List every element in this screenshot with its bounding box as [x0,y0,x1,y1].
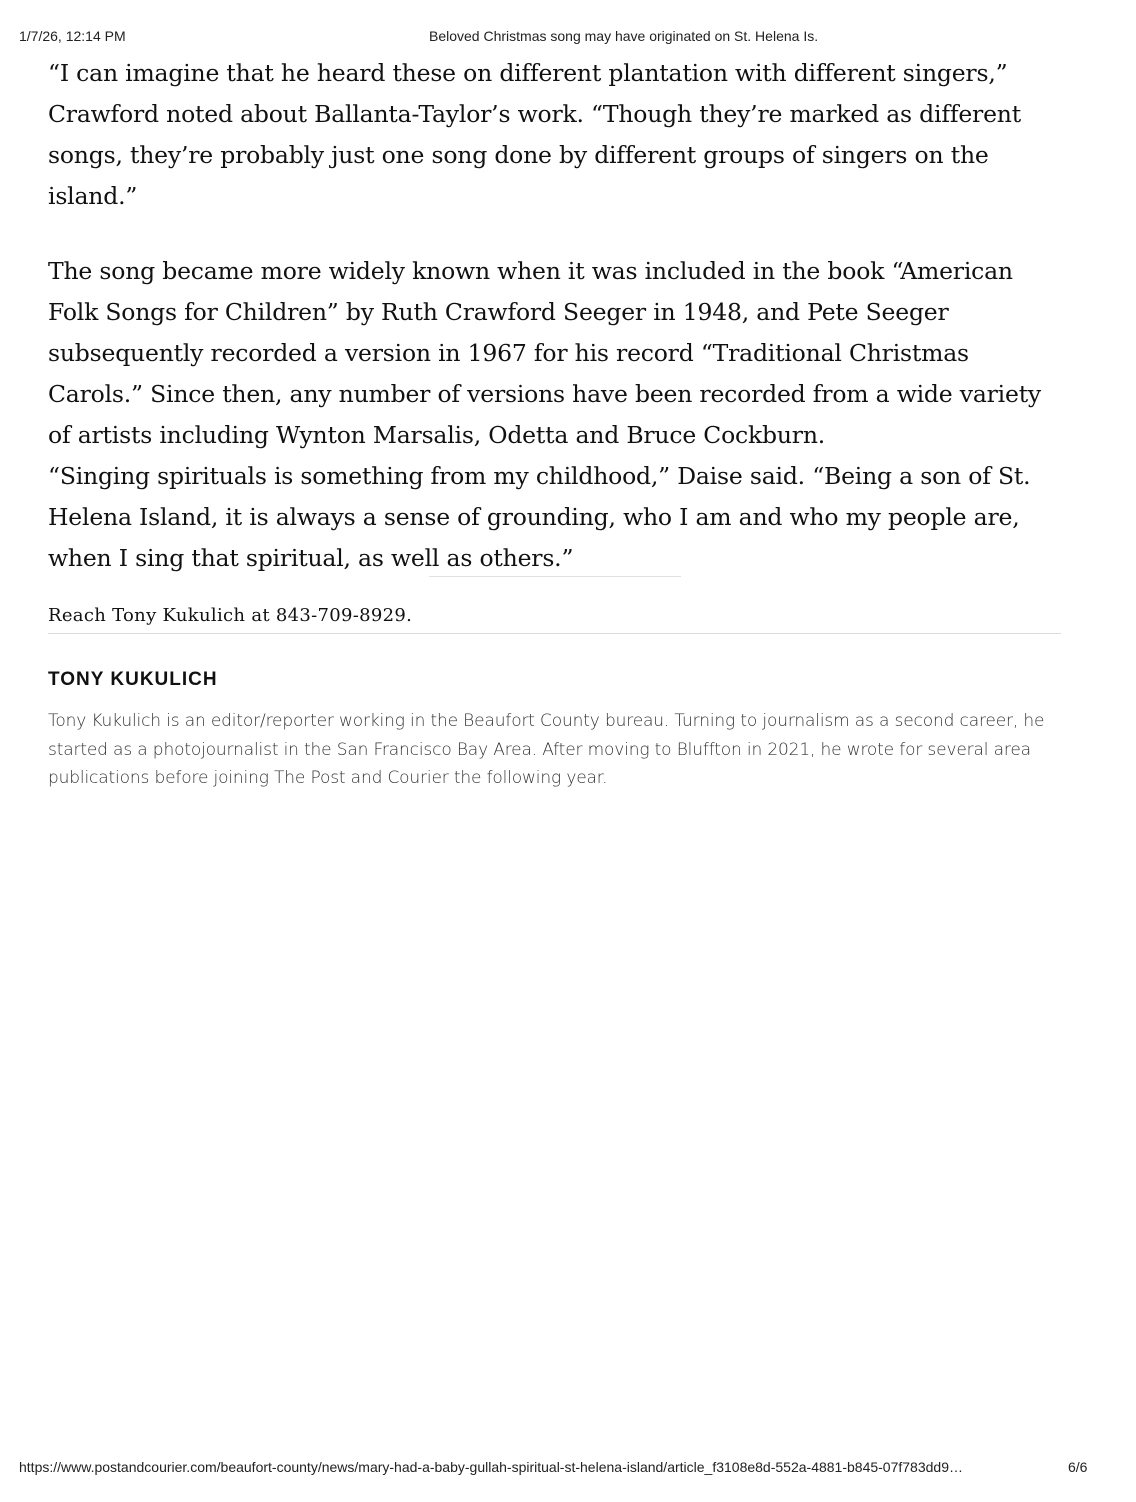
print-footer [0,1459,1136,1479]
article-paragraph: “I can imagine that he heard these on different plantation with different singers,” Crawford noted about Ballanta-Taylor’s work. “Though they’re marked as different songs, they’re probably just one song done by different groups of singers on the island.” [48,59,1021,210]
author-contact: Reach Tony Kukulich at 843-709-8929. [48,605,413,626]
section-divider [429,576,681,577]
article-paragraph: “Singing spirituals is something from my childhood,” Daise said. “Being a son of St. Helena Island, it is always a sense of grounding, who I am and who my people are, when I sing that spiritual, as well as others.” [48,462,1031,572]
author-name[interactable]: TONY KUKULICH [48,669,218,690]
print-page-title: Beloved Christmas song may have originated on St. Helena Is. [429,28,819,44]
author-bio: Tony Kukulich is an editor/reporter working in the Beaufort County bureau. Turning to journalism as a second career, he started as a photojournalist in the San Francisco Bay Area. After moving to Bluffton in 2021, he wrote for several area publications before joining The Post and Courier the following year. [48,711,1045,788]
print-date: 1/7/26, 12:14 PM [19,28,126,44]
print-header [0,28,1136,48]
article-paragraph: The song became more widely known when it was included in the book “American Folk Songs for Children” by Ruth Crawford Seeger in 1948, and Pete Seeger subsequently recorded a version in 1967 for his record “Traditional Christmas Carols.” Since then, any number of versions have been recorded from a wide variety of artists including Wynton Marsalis, Odetta and Bruce Cockburn. [48,257,1042,449]
page-number: 6/6 [1068,1459,1088,1475]
author-divider [48,633,1061,634]
print-url: https://www.postandcourier.com/beaufort-county/news/mary-had-a-baby-gullah-spiritual-st-helena-island/article_f3108e8d-552a-4881-b845-07f783dd9… [19,1459,963,1475]
article-body [48,53,1068,579]
